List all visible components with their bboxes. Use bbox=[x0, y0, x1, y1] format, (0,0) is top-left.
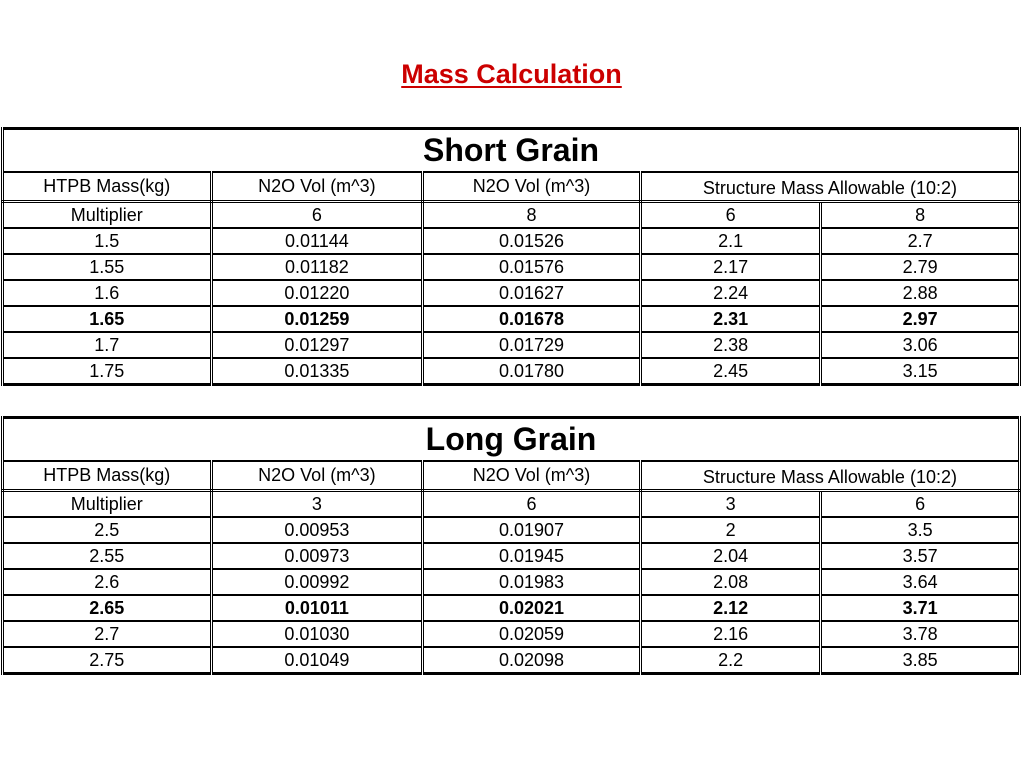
table-cell: 0.02098 bbox=[423, 647, 641, 674]
table-title: Long Grain bbox=[3, 418, 1020, 462]
table-cell: 6 bbox=[211, 202, 423, 229]
table-row bbox=[3, 358, 1020, 385]
table-cell: 0.01182 bbox=[211, 254, 423, 280]
table-row bbox=[3, 621, 1020, 647]
table-cell: 2.45 bbox=[640, 358, 821, 385]
table-cell: 0.01030 bbox=[211, 621, 423, 647]
table-cell: 3.78 bbox=[821, 621, 1020, 647]
table-cell: 3 bbox=[211, 491, 423, 518]
table-cell: 6 bbox=[423, 491, 641, 518]
table-cell: 1.65 bbox=[3, 306, 212, 332]
table-cell: 2.2 bbox=[640, 647, 821, 674]
table-cell: 0.01335 bbox=[211, 358, 423, 385]
table-cell: 1.55 bbox=[3, 254, 212, 280]
table-cell: 2.7 bbox=[821, 228, 1020, 254]
column-header: N2O Vol (m^3) bbox=[423, 172, 641, 202]
table-cell: 2.79 bbox=[821, 254, 1020, 280]
column-header: N2O Vol (m^3) bbox=[211, 172, 423, 202]
table-cell: Multiplier bbox=[3, 491, 212, 518]
table-cell: 2.7 bbox=[3, 621, 212, 647]
table-cell: 0.01144 bbox=[211, 228, 423, 254]
table-cell: 0.00973 bbox=[211, 543, 423, 569]
table-cell: 0.01627 bbox=[423, 280, 641, 306]
multiplier-row bbox=[3, 202, 1020, 229]
table-cell: 0.01780 bbox=[423, 358, 641, 385]
table-cell: 0.01983 bbox=[423, 569, 641, 595]
multiplier-row bbox=[3, 491, 1020, 518]
table-cell: 2.88 bbox=[821, 280, 1020, 306]
table-cell: 0.01729 bbox=[423, 332, 641, 358]
table-cell: 0.01297 bbox=[211, 332, 423, 358]
table-cell: 2.55 bbox=[3, 543, 212, 569]
table-row bbox=[3, 306, 1020, 332]
table-cell: 6 bbox=[821, 491, 1020, 518]
column-header: N2O Vol (m^3) bbox=[423, 461, 641, 491]
table-cell: 2.16 bbox=[640, 621, 821, 647]
table-cell: 3 bbox=[640, 491, 821, 518]
table-cell: 2.6 bbox=[3, 569, 212, 595]
table-title-row bbox=[3, 418, 1020, 462]
table-cell: 0.01945 bbox=[423, 543, 641, 569]
table-cell: 0.00992 bbox=[211, 569, 423, 595]
column-header: HTPB Mass(kg) bbox=[3, 461, 212, 491]
table-cell: 0.01907 bbox=[423, 517, 641, 543]
table-cell: 0.02059 bbox=[423, 621, 641, 647]
table-cell: 0.01011 bbox=[211, 595, 423, 621]
table-cell: 0.01678 bbox=[423, 306, 641, 332]
table-row bbox=[3, 569, 1020, 595]
table-cell: 8 bbox=[821, 202, 1020, 229]
table-row bbox=[3, 647, 1020, 674]
table-cell: 1.7 bbox=[3, 332, 212, 358]
table-cell: 1.5 bbox=[3, 228, 212, 254]
long-grain-table bbox=[1, 416, 1021, 675]
table-cell: 0.01049 bbox=[211, 647, 423, 674]
table-title: Short Grain bbox=[3, 129, 1020, 173]
table-cell: 2.24 bbox=[640, 280, 821, 306]
table-row bbox=[3, 543, 1020, 569]
table-cell: 2.17 bbox=[640, 254, 821, 280]
table-cell: 3.5 bbox=[821, 517, 1020, 543]
table-cell: 6 bbox=[640, 202, 821, 229]
table-cell: 2.31 bbox=[640, 306, 821, 332]
page-title: Mass Calculation bbox=[401, 59, 622, 89]
table-cell: 0.01526 bbox=[423, 228, 641, 254]
table-cell: 0.01259 bbox=[211, 306, 423, 332]
table-cell: 2.04 bbox=[640, 543, 821, 569]
table-cell: 2.38 bbox=[640, 332, 821, 358]
table-cell: Multiplier bbox=[3, 202, 212, 229]
table-cell: 1.6 bbox=[3, 280, 212, 306]
table-cell: 3.85 bbox=[821, 647, 1020, 674]
table-row bbox=[3, 517, 1020, 543]
table-cell: 2.1 bbox=[640, 228, 821, 254]
table-cell: 2.65 bbox=[3, 595, 212, 621]
table-cell: 3.64 bbox=[821, 569, 1020, 595]
table-row bbox=[3, 280, 1020, 306]
table-row bbox=[3, 332, 1020, 358]
table-cell: 8 bbox=[423, 202, 641, 229]
column-header: N2O Vol (m^3) bbox=[211, 461, 423, 491]
table-cell: 2.75 bbox=[3, 647, 212, 674]
table-cell: 3.06 bbox=[821, 332, 1020, 358]
table-cell: 0.00953 bbox=[211, 517, 423, 543]
table-cell: 2.12 bbox=[640, 595, 821, 621]
column-header: Structure Mass Allowable (10:2) bbox=[640, 461, 1019, 491]
table-row bbox=[3, 595, 1020, 621]
table-cell: 2.97 bbox=[821, 306, 1020, 332]
table-row bbox=[3, 254, 1020, 280]
short-grain-table bbox=[1, 127, 1021, 386]
table-header-row bbox=[3, 172, 1020, 202]
column-header: Structure Mass Allowable (10:2) bbox=[640, 172, 1019, 202]
table-cell: 2.5 bbox=[3, 517, 212, 543]
table-cell: 3.57 bbox=[821, 543, 1020, 569]
table-row bbox=[3, 228, 1020, 254]
table-cell: 0.01576 bbox=[423, 254, 641, 280]
table-cell: 2.08 bbox=[640, 569, 821, 595]
table-cell: 3.71 bbox=[821, 595, 1020, 621]
table-title-row bbox=[3, 129, 1020, 173]
table-cell: 1.75 bbox=[3, 358, 212, 385]
table-cell: 2 bbox=[640, 517, 821, 543]
table-cell: 0.01220 bbox=[211, 280, 423, 306]
table-cell: 0.02021 bbox=[423, 595, 641, 621]
column-header: HTPB Mass(kg) bbox=[3, 172, 212, 202]
table-header-row bbox=[3, 461, 1020, 491]
table-cell: 3.15 bbox=[821, 358, 1020, 385]
